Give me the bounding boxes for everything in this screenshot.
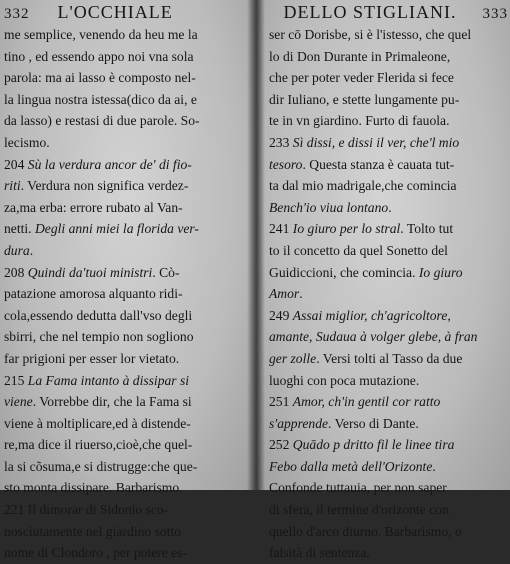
text-run: . Versi tolti al Tasso da due [316, 350, 463, 366]
italic-run: Degli anni miei la florida ver- [34, 221, 199, 237]
text-run: netti. [4, 221, 35, 237]
text-line [269, 391, 508, 413]
text-line [4, 175, 249, 197]
text-line [4, 326, 249, 348]
text-run: . Questa stanza è cauata tut- [302, 156, 455, 172]
text-run: re,ma dice il riuerso,cioè,che quel- [4, 437, 193, 453]
text-line [4, 370, 249, 392]
text-line [269, 132, 508, 154]
text-line [4, 391, 249, 413]
italic-run: Amor, ch'in gentil cor ratto [292, 394, 441, 410]
text-run: falsità di sentenza. [269, 545, 370, 561]
page-number: 333 [482, 6, 508, 22]
text-line [4, 197, 249, 219]
text-run: te in vn giardino. Furto di fauola. [269, 113, 450, 129]
italic-run: viene [4, 394, 33, 410]
text-run: parola: ma ai lasso è composto nel- [4, 70, 196, 86]
text-line [4, 132, 249, 154]
text-line [4, 499, 249, 521]
text-line [4, 240, 249, 262]
text-line [269, 46, 508, 68]
text-run: 251 [269, 394, 293, 410]
text-line [269, 283, 508, 305]
text-run: sto monta dissipare. Barbarismo. [4, 480, 183, 496]
text-line [4, 283, 249, 305]
italic-run: ger zolle [269, 350, 317, 366]
text-line [269, 521, 508, 543]
italic-run: La Fama intanto à dissipar si [27, 372, 190, 388]
text-run: 204 [4, 156, 28, 172]
text-run: . Cò- [152, 264, 180, 280]
text-line [269, 110, 508, 132]
text-run: 241 [269, 221, 293, 237]
text-run: . [299, 286, 303, 302]
text-line [4, 477, 249, 499]
text-run: 233 [269, 134, 293, 150]
text-run: lecismo. [4, 134, 50, 150]
text-run: sbirri, che nel tempio non sogliono [4, 329, 194, 345]
text-run: . Verdura non significa verdez- [20, 178, 189, 194]
text-run: nosciutamente nel giardino sotto [4, 523, 182, 539]
text-line [4, 413, 249, 435]
text-line [269, 456, 508, 478]
text-line [269, 499, 508, 521]
right-page [255, 0, 510, 561]
text-line [269, 326, 508, 348]
text-run: 249 [269, 307, 293, 323]
italic-run: Amor [269, 286, 300, 302]
text-run: da lasso) e restasi di due parole. So- [4, 113, 200, 129]
text-run: za,ma erba: errore rubato al Van- [4, 199, 183, 215]
text-line [4, 154, 249, 176]
text-run: la si cõsuma,e si distrugge:che que- [4, 458, 198, 474]
text-run: la lingua nostra istessa(dico da ai, e [4, 91, 197, 107]
text-line [269, 305, 508, 327]
text-line [4, 46, 249, 68]
right-page-text [269, 24, 508, 564]
text-run: . [29, 242, 34, 258]
text-run: . Vorrebbe dir, che la Fama si [32, 394, 192, 410]
text-line [269, 262, 508, 284]
text-run: 208 [4, 264, 28, 280]
italic-run: Febo dalla metà dell'Orizonte [269, 458, 433, 474]
text-line [269, 370, 508, 392]
italic-run: Quindi da'tuoi ministri [27, 264, 153, 280]
text-line [4, 456, 249, 478]
text-line [4, 305, 249, 327]
text-run: nome di Clondoro , per potere es- [4, 545, 188, 561]
text-line [269, 89, 508, 111]
text-run: 252 [269, 437, 293, 453]
page-number: 332 [4, 6, 30, 22]
text-run: dir Iuliano, e stette lungamente pu- [269, 91, 460, 107]
text-line [4, 262, 249, 284]
text-line [269, 413, 508, 435]
running-head: DELLO STIGLIANI. [283, 2, 457, 22]
italic-run: dura [4, 242, 30, 258]
text-line [4, 542, 249, 564]
text-line [4, 24, 249, 46]
text-run: patazione amorosa alquanto ridi- [4, 286, 183, 302]
text-line [4, 348, 249, 370]
text-run: luoghi con poca mutazione. [269, 372, 420, 388]
text-line [269, 542, 508, 564]
text-line [269, 434, 508, 456]
text-run: 221 Il dimorar di Sidonio sco- [4, 502, 169, 518]
text-run: ta dal mio madrigale,che comincia [269, 178, 457, 194]
text-line [269, 175, 508, 197]
text-run: ser cō Dorisbe, si è l'istesso, che quel [269, 27, 472, 42]
italic-run: tesoro [269, 156, 303, 172]
left-page-text [4, 24, 249, 564]
italic-run: Io giuro [418, 264, 463, 280]
text-line [269, 348, 508, 370]
text-line [269, 67, 508, 89]
right-page-header [269, 2, 508, 24]
italic-run: Bench'io viua lontano [269, 199, 389, 215]
italic-run: Sù la verdura ancor de' di fio- [27, 156, 192, 172]
text-run: che per poter veder Flerida si fece [269, 70, 454, 86]
text-run: Confonde tuttauia, per non saper [269, 480, 447, 496]
italic-run: riti [4, 178, 21, 194]
italic-run: Quādo p dritto fil le linee tira [292, 437, 455, 453]
text-run: . Tolto tut [400, 221, 454, 237]
text-run: me semplice, venendo da heu me la [4, 27, 198, 42]
left-page [0, 0, 255, 561]
italic-run: s'apprende [269, 415, 329, 431]
text-line [4, 110, 249, 132]
text-line [4, 521, 249, 543]
text-line [4, 67, 249, 89]
text-run: . [432, 458, 436, 474]
italic-run: Io giuro per lo stral [292, 221, 401, 237]
italic-run: amante, Sudaua à volger glebe, à fran [269, 329, 478, 345]
text-run: . [388, 199, 392, 215]
text-run: to il concetto da quel Sonetto del [269, 242, 448, 258]
text-run: viene à moltiplicare,ed à distende- [4, 415, 191, 431]
left-page-header [4, 2, 249, 24]
text-run: 215 [4, 372, 28, 388]
text-run: tino , ed essendo appo noi vna sola [4, 48, 194, 64]
text-line [269, 218, 508, 240]
text-run: lo di Don Durante in Primaleone, [269, 48, 451, 64]
book-gutter [247, 0, 265, 490]
running-head: L'OCCHIALE [57, 2, 173, 22]
text-line [4, 434, 249, 456]
text-line [269, 154, 508, 176]
italic-run: Sì dissi, e dissi il ver, che'l mio [292, 134, 460, 150]
italic-run: Assai miglior, ch'agricoltore, [292, 307, 451, 323]
text-run: . Verso di Dante. [328, 415, 419, 431]
text-line [4, 89, 249, 111]
text-line [269, 240, 508, 262]
text-run: di sfera, il termine d'orizonte con [269, 502, 449, 518]
text-line [4, 218, 249, 240]
text-run: quello d'arco diurno. Barbarismo, o [269, 523, 462, 539]
text-run: far prigioni per esser lor vietato. [4, 350, 180, 366]
text-line [269, 197, 508, 219]
text-line [269, 24, 508, 46]
text-line [269, 477, 508, 499]
text-run: Guidiccioni, che comincia. [269, 264, 419, 280]
text-run: cola,essendo dedutta dall'vso degli [4, 307, 193, 323]
